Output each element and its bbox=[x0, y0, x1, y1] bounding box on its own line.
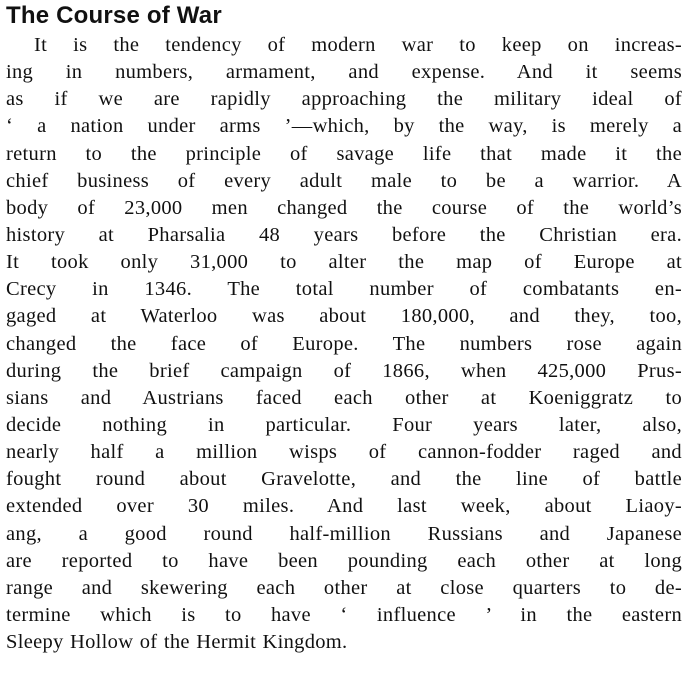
body-line: ing in numbers, armament, and expense. And it seems bbox=[6, 61, 682, 84]
body-line: during the brief campaign of 1866, when 425,000 Prus- bbox=[6, 359, 682, 382]
body-line: ‘ a nation under arms ’—which, by the way, is merely a bbox=[6, 115, 682, 138]
article bbox=[6, 0, 682, 656]
body-line: are reported to have been pounding each other at long bbox=[6, 549, 682, 572]
body-line: history at Pharsalia 48 years before the Christian era. bbox=[6, 223, 682, 246]
body-line: chief business of every adult male to be a warrior. A bbox=[6, 169, 682, 192]
body-line: nearly half a million wisps of cannon-fodder raged and bbox=[6, 441, 682, 464]
body-line: decide nothing in particular. Four years later, also, bbox=[6, 413, 682, 436]
body-line: It is the tendency of modern war to keep on increas- bbox=[34, 34, 682, 56]
body-line: ang, a good round half-million Russians and Japanese bbox=[6, 522, 682, 545]
body-line: Crecy in 1346. The total number of combatants en- bbox=[6, 278, 682, 301]
article-title: The Course of War bbox=[6, 2, 222, 29]
body-line: body of 23,000 men changed the course of the world’s bbox=[6, 196, 682, 219]
body-line: return to the principle of savage life that made it the bbox=[6, 142, 682, 165]
article-body bbox=[6, 32, 682, 656]
body-line: changed the face of Europe. The numbers rose again bbox=[6, 332, 682, 355]
body-line: termine which is to have ‘ influence ’ in the eastern bbox=[6, 603, 682, 626]
body-line: It took only 31,000 to alter the map of Europe at bbox=[6, 251, 682, 274]
body-line: range and skewering each other at close quarters to de- bbox=[6, 576, 682, 599]
body-line: as if we are rapidly approaching the military ideal of bbox=[6, 88, 682, 111]
body-line: sians and Austrians faced each other at Koeniggratz to bbox=[6, 386, 682, 409]
body-line: Sleepy Hollow of the Hermit Kingdom. bbox=[6, 631, 348, 654]
body-line: fought round about Gravelotte, and the line of battle bbox=[6, 468, 682, 491]
body-line: gaged at Waterloo was about 180,000, and they, too, bbox=[6, 305, 682, 328]
body-line: extended over 30 miles. And last week, about Liaoy- bbox=[6, 495, 682, 518]
